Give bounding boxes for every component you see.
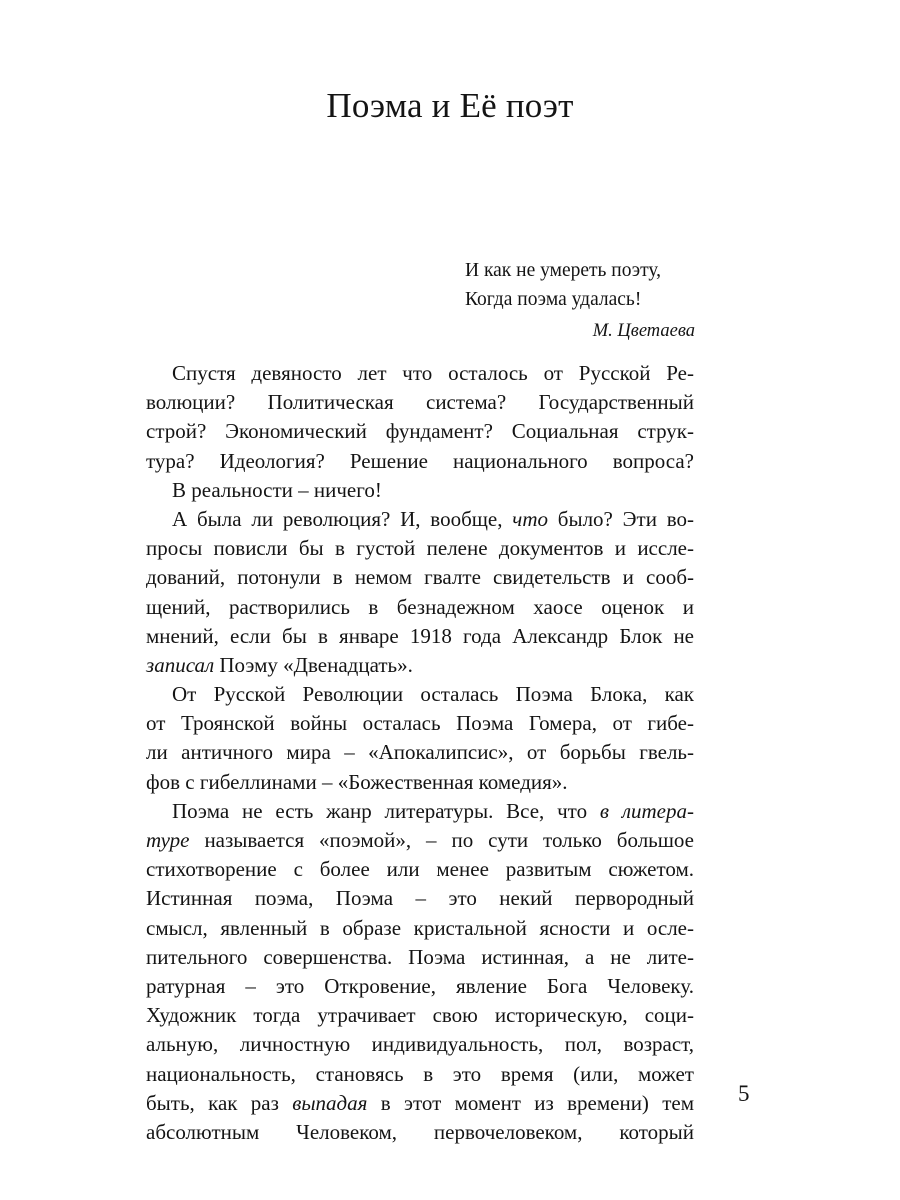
italic-text: записал [146, 652, 215, 677]
text-line: От Русской Революции осталась Поэма Блока, как [172, 682, 694, 707]
text-line: смысл, явленный в образе кристальной ясности и осле- [146, 915, 694, 940]
text-line: волюции? Политическая система? Государственный [146, 390, 694, 415]
text-line: абсолютным Человеком, первочеловеком, который [146, 1119, 694, 1144]
text-segment: А была ли революция? И, вообще, [172, 506, 513, 531]
italic-text: что [512, 506, 548, 531]
text-segment: Поэму «Двенадцать». [214, 652, 413, 677]
text-line: дований, потонули в немом гвалте свидетельств и сооб- [146, 565, 694, 590]
italic-text: в литера- [599, 798, 694, 823]
text-line: Спустя девяносто лет что осталось от Русской Ре- [172, 361, 694, 385]
text-segment: было? Эти во- [547, 506, 695, 531]
text-line: тура? Идеология? Решение национального вопроса? [146, 448, 694, 473]
page-title: Поэма и Её поэт [326, 86, 574, 125]
italic-text: выпадая [292, 1090, 368, 1115]
text-line [146, 797, 694, 826]
text-line: просы повисли бы в густой пелене документов и иссле- [146, 536, 694, 561]
text-line: от Троянской войны осталась Поэма Гомера, от гибе- [146, 711, 694, 736]
text-line: строй? Экономический фундамент? Социальная струк- [146, 419, 694, 444]
text-line: мнений, если бы в январе 1918 года Александр Блок не [146, 623, 694, 648]
italic-text: туре [146, 828, 190, 852]
text-line [146, 1089, 694, 1118]
text-line: В реальности – ничего! [172, 477, 382, 502]
text-line: альную, личностную индивидуальность, пол, возраст, [146, 1032, 694, 1057]
text-line: ли античного мира – «Апокалипсис», от борьбы гвель- [146, 740, 694, 765]
epigraph-author: М. Цветаева [592, 321, 695, 341]
text-line: щений, растворились в безнадежном хаосе оценок и [146, 594, 694, 619]
text-line: стихотворение с более или менее развитым сюжетом. [146, 857, 694, 882]
body-text [146, 359, 694, 1147]
epigraph [465, 256, 695, 346]
text-line: Истинная поэма, Поэма – это некий первородный [146, 886, 694, 911]
text-segment: быть, как раз [146, 1090, 293, 1115]
text-line [146, 505, 694, 534]
text-line: национальность, становясь в это время (или, может [146, 1061, 694, 1086]
text-line [146, 826, 694, 855]
text-segment: Поэма не есть жанр литературы. Все, что [172, 798, 600, 823]
epigraph-line: И как не умереть поэту, [465, 260, 662, 281]
text-line [146, 651, 694, 680]
text-line: Художник тогда утрачивает свою историческую, соци- [146, 1003, 694, 1028]
epigraph-line: Когда поэма удалась! [465, 289, 642, 310]
text-line: ратурная – это Откровение, явление Бога Человеку. [146, 973, 694, 998]
page-number: 5 [738, 1081, 750, 1106]
text-segment: называется «поэмой», – по сути только большое [189, 828, 694, 852]
text-line: пительного совершенства. Поэма истинная, а не лите- [146, 944, 694, 969]
text-line: фов с гибеллинами – «Божественная комедия». [146, 769, 568, 794]
text-segment: в этот момент из времени) тем [367, 1090, 695, 1115]
